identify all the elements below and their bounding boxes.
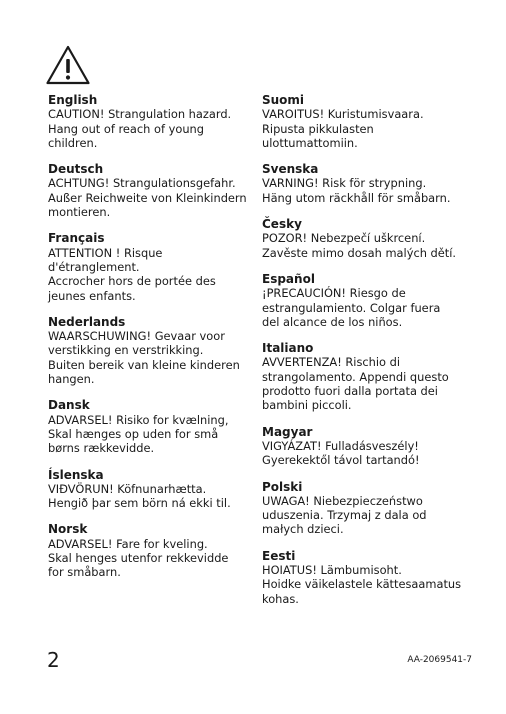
warning-text-line: børns rækkevidde. — [48, 441, 155, 456]
warning-text-line: ADVARSEL! Fare for kveling. — [48, 536, 208, 551]
warning-section — [48, 231, 253, 302]
warning-text-line: children. — [48, 135, 98, 150]
warning-triangle-icon — [45, 44, 91, 86]
warning-text-line: prodotto fuori dalla portata dei — [262, 384, 438, 399]
warning-text-line: Hang out of reach of young — [48, 121, 204, 136]
warning-text-line: strangolamento. Appendi questo — [262, 369, 449, 384]
warning-text-line: Zavěste mimo dosah malých dětí. — [262, 245, 457, 260]
warning-text-line: CAUTION! Strangulation hazard. — [48, 107, 232, 122]
language-heading: Nederlands — [48, 314, 126, 329]
warning-text-line: Skal henges utenfor rekkevidde — [48, 551, 229, 566]
warning-section — [48, 93, 253, 150]
warning-text-line: AVVERTENZA! Rischio di — [262, 355, 401, 370]
language-heading: Česky — [262, 217, 302, 232]
warning-text-line: ADVARSEL! Risiko for kvælning, — [48, 412, 229, 427]
page-number: 2 — [47, 648, 60, 672]
warning-section — [48, 162, 253, 219]
warning-text-line: VIÐVÖRUN! Köfnunarhætta. — [48, 481, 207, 496]
warning-text-line: Skal hænges op uden for små — [48, 426, 219, 441]
warning-text-line: uduszenia. Trzymaj z dala od — [262, 508, 427, 523]
warning-text-line: Buiten bereik van kleine kinderen — [48, 357, 240, 372]
language-heading: Français — [48, 231, 105, 246]
warning-section — [262, 480, 467, 537]
warning-text-line: VIGYÁZAT! Fulladásveszély! — [262, 438, 419, 453]
warning-text-line: verstikking en verstrikking. — [48, 343, 204, 358]
warning-text-line: Häng utom räckhåll för småbarn. — [262, 190, 451, 205]
warning-section — [262, 217, 467, 260]
warning-section — [262, 549, 467, 606]
warning-text-line: montieren. — [48, 205, 111, 220]
warning-text-line: VARNING! Risk för strypning. — [262, 176, 427, 191]
language-heading: English — [48, 93, 98, 107]
warning-text-line: WAARSCHUWING! Gevaar voor — [48, 329, 225, 344]
warning-section — [48, 315, 253, 386]
warning-text-line: hangen. — [48, 372, 95, 387]
warning-text-line: ATTENTION ! Risque — [48, 245, 163, 260]
language-heading: Suomi — [262, 93, 305, 107]
warning-text-line: del alcance de los niños. — [262, 314, 403, 329]
warning-text-line: Außer Reichweite von Kleinkindern — [48, 190, 247, 205]
warning-text-line: POZOR! Nebezpečí uškrcení. — [262, 231, 426, 246]
warning-text-line: kohas. — [262, 591, 299, 606]
warning-section — [262, 93, 467, 150]
warning-text-line: d'étranglement. — [48, 259, 140, 274]
warning-text-line: estrangulamiento. Colgar fuera — [262, 300, 441, 315]
left-column — [48, 93, 253, 592]
warning-text-line: bambini piccoli. — [262, 398, 352, 413]
warning-section — [262, 425, 467, 468]
document-code: AA-2069541-7 — [407, 655, 472, 665]
language-heading: Polski — [262, 479, 303, 494]
warning-section — [262, 162, 467, 205]
warning-text-line: Gyerekektől távol tartandó! — [262, 453, 420, 468]
warning-text-line: ¡PRECAUCIÓN! Riesgo de — [262, 286, 406, 301]
language-heading: Italiano — [262, 341, 314, 356]
language-heading: Eesti — [262, 548, 296, 563]
language-heading: Español — [262, 271, 315, 286]
warning-text-line: ACHTUNG! Strangulationsgefahr. — [48, 176, 236, 191]
warning-text-line: UWAGA! Niebezpieczeństwo — [262, 493, 423, 508]
warning-text-line: VAROITUS! Kuristumisvaara. — [262, 107, 424, 122]
right-column — [262, 93, 467, 618]
warning-text-line: Hengið þar sem börn ná ekki til. — [48, 496, 231, 511]
language-heading: Deutsch — [48, 162, 104, 177]
warning-section — [262, 341, 467, 412]
language-heading: Svenska — [262, 162, 319, 177]
warning-text-line: małych dzieci. — [262, 522, 344, 537]
warning-text-line: jeunes enfants. — [48, 288, 136, 303]
warning-section — [262, 272, 467, 329]
warning-section — [48, 522, 253, 579]
warning-text-line: Accrocher hors de portée des — [48, 274, 216, 289]
warning-section — [48, 398, 253, 455]
warning-text-line: Hoidke väikelastele kättesaamatus — [262, 577, 462, 592]
warning-section — [48, 468, 253, 511]
language-heading: Dansk — [48, 398, 90, 413]
warning-text-line: for småbarn. — [48, 565, 121, 580]
language-heading: Magyar — [262, 424, 313, 439]
language-heading: Íslenska — [48, 467, 104, 482]
warning-text-line: ulottumattomiin. — [262, 135, 358, 150]
warning-text-line: Ripusta pikkulasten — [262, 121, 374, 136]
language-heading: Norsk — [48, 522, 88, 537]
warning-text-line: HOIATUS! Lämbumisoht. — [262, 563, 402, 578]
